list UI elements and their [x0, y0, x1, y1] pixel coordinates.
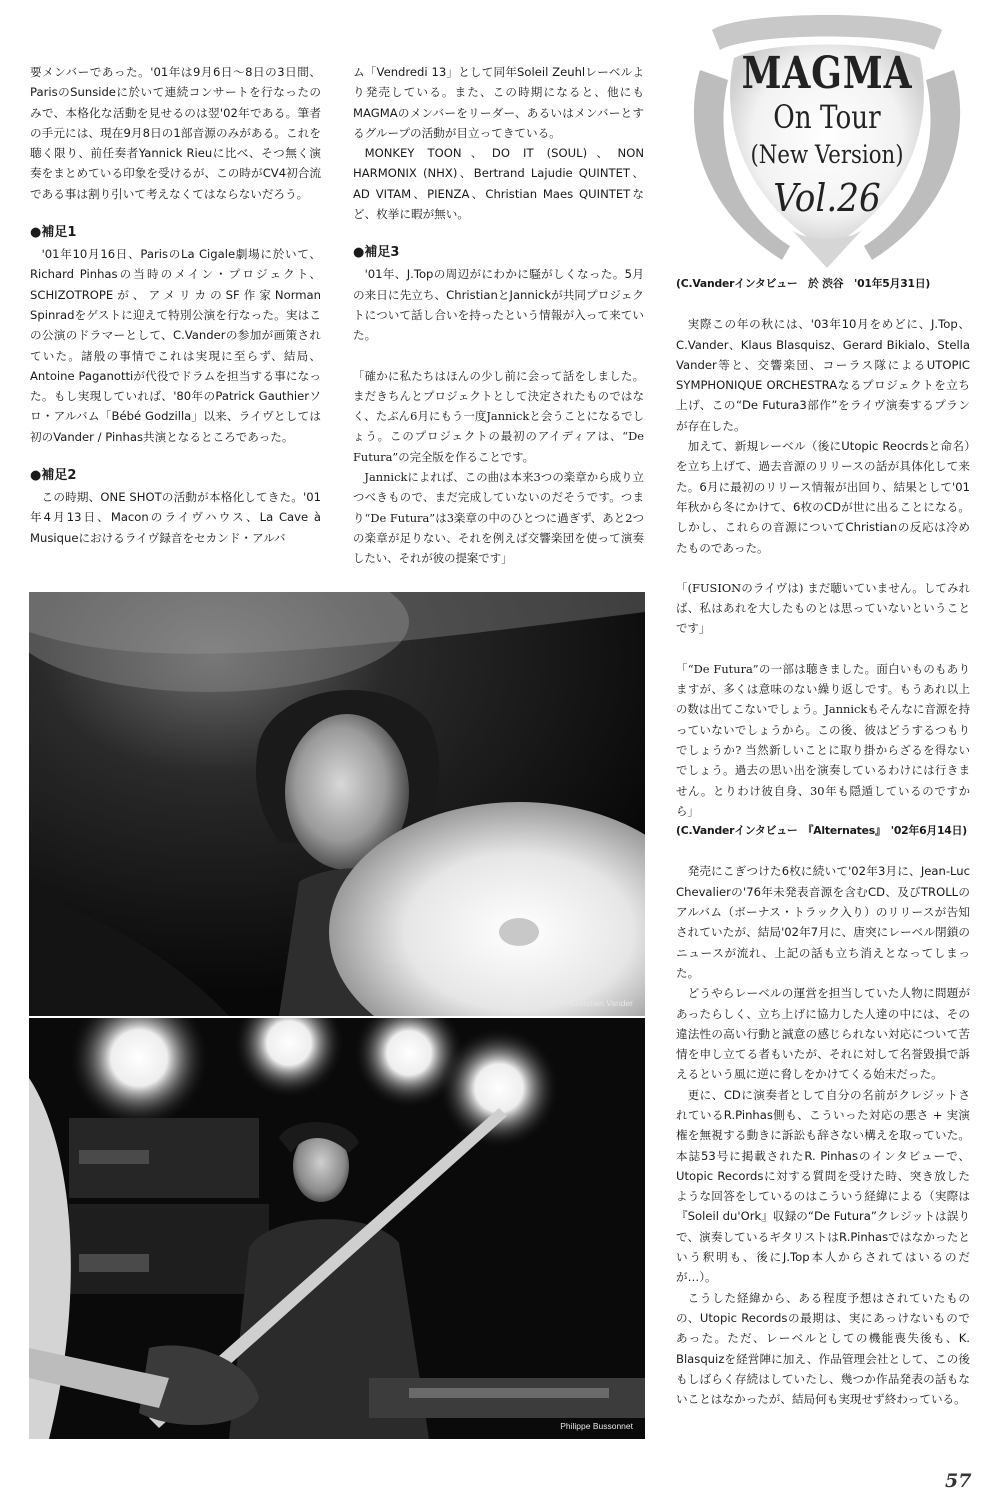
text-column-2 — [353, 62, 644, 569]
note2-body: この時期、ONE SHOTの活動が本格化してきた。'01年4月13日、Maconのライヴハウス、La Cave à Musiqueにおけるライヴ録音をセカンド・アルバ — [30, 490, 321, 545]
page-number: 57 — [945, 1470, 972, 1492]
masthead-volume: Vol.26 — [773, 176, 881, 220]
text-column-1 — [30, 62, 321, 548]
quote-block-1: 「確かに私たちはほんの少し前に会って話をしました。まだきちんとプロジェクトとして決定されたものではなく、たぶん6月にもう一度Jannickと会うことになるでしょう。このプロジェクトの最初のアイディアは、“De Futura”の完全版を作ることです。 — [353, 368, 644, 464]
note3-heading: ●補足3 — [353, 245, 400, 261]
note2-heading: ●補足2 — [30, 468, 77, 484]
col3-paragraph-5: 更に、CDに演奏者として自分の名前がクレジットされているR.Pinhas側も、こういった対応の悪さ + 実演権を無視する動きに訴訟も辞さない構えを取っていた。本誌53号に掲載されたR. Pinhasのインタビューで、Utopic Recordsに対する質問を受けた時、突き放したような回答をしているのはこういう経緯による（実際は『Soleil du'Ork』収録の“De Futura”クレジットは誤りで、演奏しているギタリストはR.Pinhasではなかったという釈明も、後にJ.Top本人からされてはいるのだが…）。 — [676, 1087, 970, 1285]
note1-body: '01年10月16日、ParisのLa Cigale劇場に於いて、Richard Pinhasの当時のメイン・プロジェクト、SCHIZOTROPEが、アメリカのSF作家Norman Spinradをゲストに迎えて特別公演を行なった。実はこの公演のドラマーとして、C.Vanderの参加が画策されていた。諸般の事情でこれは実現に至らず、結局、Antoine Paganottiが代役でドラムを担当する事になった。もし実現していれば、'80年のPatrick Gauthierソロ・アルバム「Bébé Godzilla」以来、ライヴとしては初のVander / Pinhas共演となるところであった。 — [30, 247, 321, 444]
photo2-credit: Philippe Bussonnet — [560, 1421, 633, 1431]
masthead-edition: (New Version) — [750, 140, 904, 169]
col2-paragraph-2: MONKEY TOON、DO IT (SOUL)、NON HARMONIX (NHX)、Bertrand Lajudie QUINTET、AD VITAM、PIENZA、Christian Maes QUINTETなど、枚挙に暇が無い。 — [353, 146, 644, 222]
text-column-3 — [676, 274, 970, 1409]
col3-paragraph-6: こうした経緯から、ある程度予想はされていたものの、Utopic Recordsの最期は、実にあっけないものであった。ただ、レーベルとしての機能喪失後も、K. Blasquizを経営陣に加え、作品管理会社として、この後もしばらく存続はしていたし、幾つか作品発表の話もないことはなかったが、結局何も実現せず終わっている。 — [676, 1290, 970, 1407]
quote-block-1-continued: Jannickによれば、この曲は本来3つの楽章から成り立つべきもので、まだ完成していないのだそうです。つまり“De Futura”は3楽章の中のひとつに過ぎず、あと2つの楽章が足りない、それを例えば交響楽団を使って演奏したい、それが彼の提案です」 — [353, 470, 644, 566]
bassist-photo-graphic — [29, 1018, 645, 1439]
quote-block-3: 「“De Futura”の一部は聴きました。面白いものもありますが、多くは意味のない繰り返しです。もうあれ以上の数は出てこないでしょう。Jannickもそんなに音源を持っていないでしょうから。この後、彼はどうするつもりでしょうか? 当然新しいことに取り掛からざるを得ないでしょう。過去の思い出を演奏しているわけには行きません。とりわけ彼自身、30年も隠遁しているのですから」 — [676, 661, 970, 818]
col3-paragraph-2: 加えて、新規レーベル（後にUtopic Reocrdsと命名）を立ち上げて、過去音源のリリースの話が具体化して来た。6月に最初のリリース情報が出回り、結果として'01年秋から冬にかけて、6枚のCDが世に出ることになる。しかし、これらの音源についてChristianの反応は冷めたものであった。 — [676, 439, 970, 555]
intro-paragraph: 要メンバーであった。'01年は9月6日〜8日の3日間、ParisのSunsideに於いて連続コンサートを行なったのみで、本格化な活動を見せるのは翌'02年である。筆者の手元には、現在9月8日の1部音源のみがある。これを聴く限り、前任奏者Yannick Rieuに比べ、そつ無く演奏をまとめている印象を受けるが、この時がCV4初合流である事は割り引いて考えなくてはならないだろう。 — [30, 65, 321, 201]
col3-paragraph-3: 発売にこぎつけた6枚に続いて'02年3月に、Jean-Luc Chevalierの'76年未発表音源を含むCD、及びTROLLのアルバム（ボーナス・トラック入り）のリリースが告知されていたが、結局'02年7月に、唐突にレーベル閉鎖のニュースが流れ、上記の話も立ち消えとなってしまった。 — [676, 864, 970, 980]
interview-credit-1: (C.Vanderインタビュー 於 渋谷 '01年5月31日) — [676, 277, 931, 290]
interview-credit-2: (C.Vanderインタビュー 『Alternates』 '02年6月14日) — [676, 824, 967, 838]
masthead-title: MAGMA — [741, 48, 913, 99]
photo-philippe-bussonnet — [29, 1018, 645, 1439]
series-masthead — [672, 10, 982, 272]
masthead-subtitle: On Tour — [773, 98, 881, 136]
photo1-credit: Christian Vander — [570, 998, 633, 1008]
note3-body: '01年、J.Topの周辺がにわかに騒がしくなった。5月の来日に先立ち、ChristianとJannickが共同プロジェクトについて話し合いを持ったという情報が入って来ていた。 — [353, 267, 644, 343]
note1-heading: ●補足1 — [30, 225, 77, 241]
col3-paragraph-4: どうやらレーベルの運営を担当していた人物に問題があったらしく、立ち上げに協力した人達の中には、その違法性の高い行動と誠意の感じられない対応について苦情を申し立てる者もいたが、それに対して名誉毀損で訴えるという風に逆に脅しをかけてくる始末だった。 — [676, 986, 970, 1082]
quote-block-2: 「(FUSIONのライヴは) まだ聴いていません。してみれば、私はあれを大したものとは思っていないということです」 — [676, 580, 970, 636]
col3-paragraph-1: 実際この年の秋には、'03年10月をめどに、J.Top、C.Vander、Klaus Blasquisz、Gerard Bikialo、Stella Vander等と、交響楽団、コーラス隊によるUTOPIC SYMPHONIQUE ORCHESTRAなるプロジェクトを立ち上げ、この“De Futura3部作”をライヴ演奏するプランが存在した。 — [676, 317, 970, 433]
photo-christian-vander — [29, 592, 645, 1016]
col2-paragraph-1: ム「Vendredi 13」として同年Soleil Zeuhlレーベルより発売している。また、この時期になると、他にもMAGMAのメンバーをリーダー、あるいはメンバーとするグループの活動が目立ってきている。 — [353, 65, 644, 140]
drummer-photo-graphic — [29, 592, 645, 1016]
